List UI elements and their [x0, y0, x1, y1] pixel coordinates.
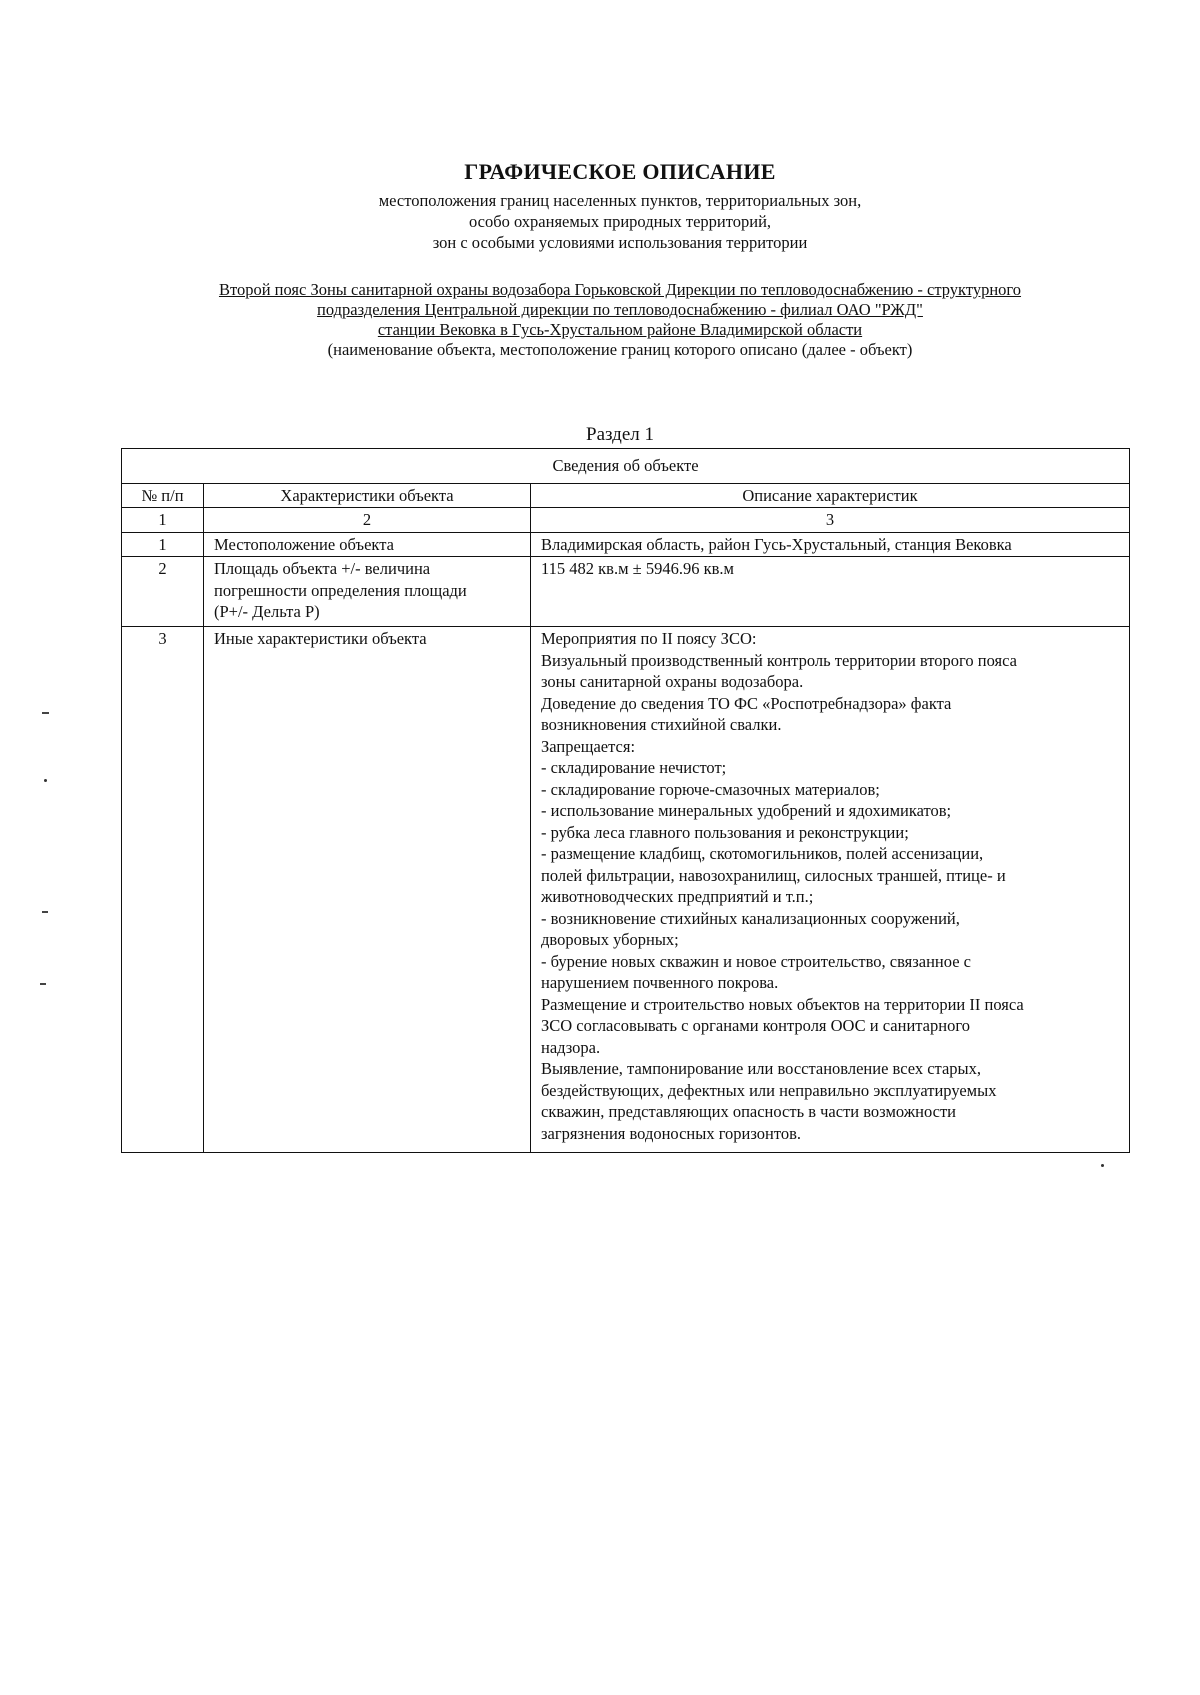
object-name-line: станции Вековка в Гусь-Хрустальном районе Владимирской области	[377, 320, 863, 339]
document-subtitle	[0, 190, 1200, 253]
row-characteristic: Иные характеристики объекта	[204, 627, 531, 1153]
table-header-row	[122, 483, 1130, 508]
row-number: 3	[122, 627, 204, 1153]
description-line: полей фильтрации, навозохранилищ, силосных траншей, птице- и	[541, 865, 1006, 885]
table-title: Сведения об объекте	[122, 449, 1130, 484]
description-line: - возникновение стихийных канализационных сооружений,	[541, 908, 960, 928]
object-info-table	[121, 448, 1130, 1153]
description-line: Доведение до сведения ТО ФС «Роспотребнадзора» факта	[541, 693, 952, 713]
column-header: Описание характеристик	[531, 483, 1130, 508]
column-number: 3	[531, 508, 1130, 533]
characteristic-line: (Р+/- Дельта Р)	[214, 602, 320, 621]
column-number: 2	[204, 508, 531, 533]
characteristic-line: погрешности определения площади	[214, 580, 467, 600]
description-line: зоны санитарной охраны водозабора.	[541, 672, 804, 691]
scan-mark	[42, 911, 48, 913]
description-line: надзора.	[541, 1037, 601, 1057]
row-characteristic	[204, 557, 531, 627]
table-row	[122, 532, 1130, 557]
subtitle-line: местоположения границ населенных пунктов, территориальных зон,	[378, 191, 862, 210]
description-line: ЗСО согласовывать с органами контроля ООС и санитарного	[541, 1016, 970, 1035]
column-number-row	[122, 508, 1130, 533]
column-header: № п/п	[122, 483, 204, 508]
description-line: загрязнения водоносных горизонтов.	[541, 1123, 802, 1143]
scan-mark	[1101, 1164, 1104, 1167]
description-line: Визуальный производственный контроль территории второго пояса	[541, 650, 1017, 670]
description-line: нарушением почвенного покрова.	[541, 973, 779, 992]
table-row	[122, 627, 1130, 1153]
description-line: возникновения стихийной свалки.	[541, 715, 782, 734]
row-characteristic: Местоположение объекта	[204, 532, 531, 557]
description-line: животноводческих предприятий и т.п.;	[541, 887, 814, 906]
description-line: - складирование нечистот;	[541, 758, 727, 777]
row-number: 2	[122, 557, 204, 627]
object-name-line: подразделения Центральной дирекции по тепловодоснабжению - филиал ОАО "РЖД"	[317, 300, 923, 319]
section-title: Раздел 1	[586, 424, 654, 445]
row-description	[531, 627, 1130, 1153]
scan-mark	[42, 712, 49, 714]
column-header: Характеристики объекта	[204, 483, 531, 508]
description-line: - складирование горюче-смазочных материалов;	[541, 779, 880, 799]
description-line: Мероприятия по II поясу ЗСО:	[541, 629, 757, 648]
scan-mark	[44, 779, 47, 782]
row-description: Владимирская область, район Гусь-Хрустальный, станция Вековка	[531, 532, 1130, 557]
description-line: бездействующих, дефектных или неправильно эксплуатируемых	[541, 1080, 997, 1100]
characteristic-line: Площадь объекта +/- величина	[214, 559, 431, 578]
object-name-block	[0, 280, 1200, 360]
description-line: Выявление, тампонирование или восстановление всех старых,	[541, 1059, 981, 1078]
table-title-row	[122, 449, 1130, 484]
description-line: скважин, представляющих опасность в части возможности	[541, 1102, 956, 1121]
description-line: дворовых уборных;	[541, 930, 679, 949]
row-number: 1	[122, 532, 204, 557]
scan-mark	[40, 983, 46, 985]
description-line: - бурение новых скважин и новое строительство, связанное с	[541, 951, 971, 971]
description-line: Запрещается:	[541, 736, 636, 756]
object-name-line: Второй пояс Зоны санитарной охраны водозабора Горьковской Дирекции по тепловодоснабжению - структурного	[218, 280, 1022, 299]
subtitle-line: особо охраняемых природных территорий,	[468, 212, 772, 231]
row-description: 115 482 кв.м ± 5946.96 кв.м	[531, 557, 1130, 627]
column-number: 1	[122, 508, 204, 533]
description-line: - использование минеральных удобрений и ядохимикатов;	[541, 801, 952, 820]
object-name-caption: (наименование объекта, местоположение границ которого описано (далее - объект)	[327, 340, 913, 359]
description-line: - размещение кладбищ, скотомогильников, полей ассенизации,	[541, 844, 984, 863]
description-line: - рубка леса главного пользования и реконструкции;	[541, 822, 909, 842]
document-title: ГРАФИЧЕСКОЕ ОПИСАНИЕ	[464, 159, 776, 184]
description-line: Размещение и строительство новых объектов на территории II пояса	[541, 994, 1024, 1014]
table-row	[122, 557, 1130, 627]
subtitle-line: зон с особыми условиями использования территории	[432, 233, 808, 252]
